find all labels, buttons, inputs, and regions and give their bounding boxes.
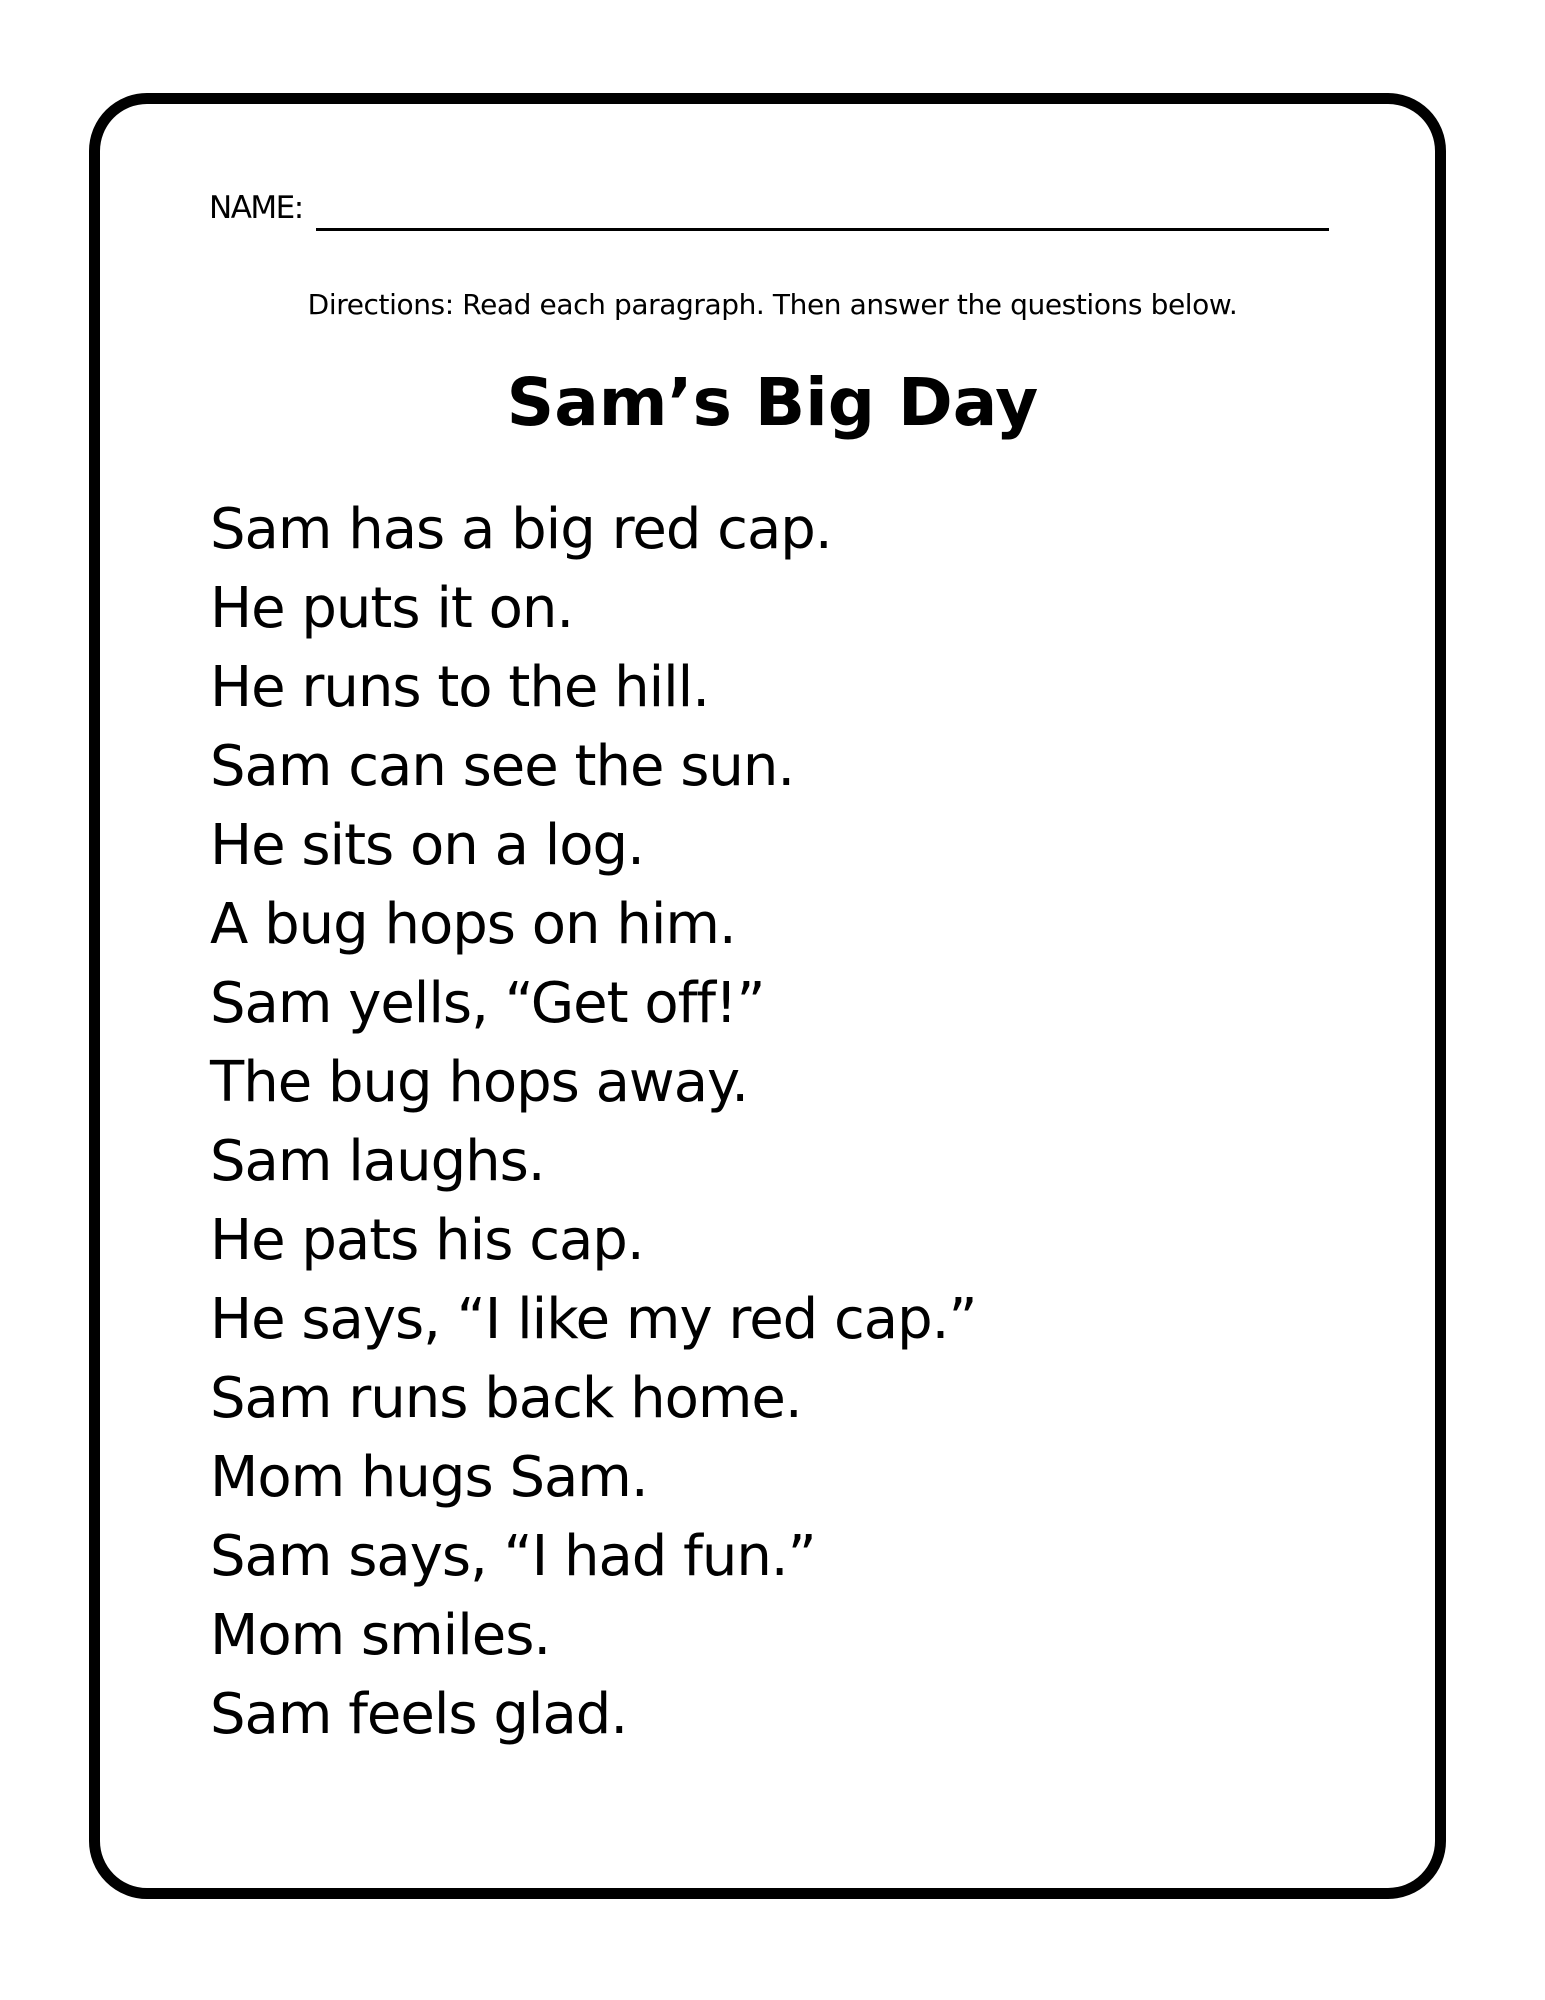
story-line: Sam can see the sun. <box>210 734 795 799</box>
story-line: Sam has a big red cap. <box>210 497 832 562</box>
story-line: He puts it on. <box>210 576 574 641</box>
story-line: He sits on a log. <box>210 813 644 878</box>
story-line: He runs to the hill. <box>210 655 710 720</box>
name-label: NAME: <box>209 190 303 226</box>
story-line: The bug hops away. <box>210 1050 749 1115</box>
story-line: Sam runs back home. <box>210 1366 802 1431</box>
story-line: Sam laughs. <box>210 1129 545 1194</box>
story-line: Mom smiles. <box>210 1603 551 1668</box>
name-write-line <box>316 228 1329 231</box>
story-line: Sam feels glad. <box>210 1682 628 1747</box>
story-title: Sam’s Big Day <box>506 364 1039 441</box>
story-line: He says, “I like my red cap.” <box>210 1287 977 1352</box>
story-line: Sam yells, “Get off!” <box>210 971 765 1036</box>
story-line: Sam says, “I had fun.” <box>210 1524 816 1589</box>
directions-text: Directions: Read each paragraph. Then answer the questions below. <box>307 288 1238 321</box>
story-line: He pats his cap. <box>210 1208 644 1273</box>
story-text <box>210 490 976 1754</box>
story-line: A bug hops on him. <box>210 892 736 957</box>
story-line: Mom hugs Sam. <box>210 1445 648 1510</box>
name-row <box>209 188 1329 238</box>
